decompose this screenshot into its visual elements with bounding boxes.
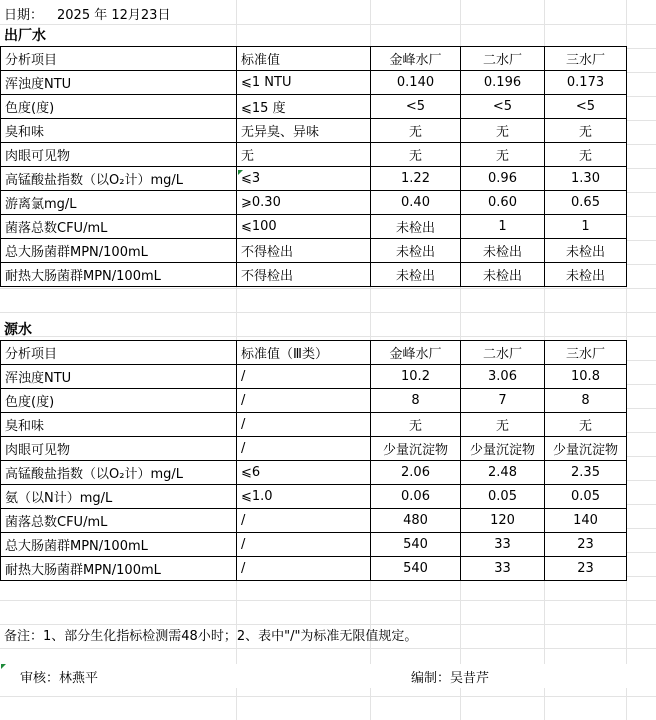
cell-plant3[interactable]: 140 [545,509,627,533]
cell-jinfeng[interactable]: 未检出 [371,263,461,287]
cell-plant3[interactable]: 无 [545,119,627,143]
cell-standard[interactable]: / [237,437,371,461]
cell-item[interactable]: 游离氯mg/L [1,191,237,215]
note-line [0,622,656,646]
cell-standard[interactable]: 不得检出 [237,263,371,287]
cell-plant2[interactable]: 0.196 [461,71,545,95]
table-row [1,119,627,143]
cell-item[interactable]: 总大肠菌群MPN/100mL [1,533,237,557]
cell-plant2[interactable]: 33 [461,557,545,581]
cell-jinfeng[interactable]: 480 [371,509,461,533]
cell-plant3[interactable]: <5 [545,95,627,119]
cell-standard[interactable]: ⩽1.0 [237,485,371,509]
gridline-row [0,288,656,289]
cell-plant2[interactable]: <5 [461,95,545,119]
table-row [1,389,627,413]
table-row [1,71,627,95]
cell-jinfeng[interactable]: 0.140 [371,71,461,95]
column-header-plant3[interactable]: 三水厂 [545,341,627,365]
table-row [1,191,627,215]
cell-plant3[interactable]: 少量沉淀物 [545,437,627,461]
cell-plant3[interactable]: 1 [545,215,627,239]
cell-standard[interactable]: / [237,557,371,581]
cell-jinfeng[interactable]: 未检出 [371,239,461,263]
cell-standard[interactable]: ⩽6 [237,461,371,485]
factory-water-table [0,46,627,287]
cell-standard[interactable]: ⩾0.30 [237,191,371,215]
cell-plant3[interactable]: 无 [545,413,627,437]
cell-plant2[interactable]: 未检出 [461,239,545,263]
cell-jinfeng[interactable]: 540 [371,557,461,581]
cell-plant3[interactable]: 0.173 [545,71,627,95]
source-water-title-row [0,318,656,340]
factory-water-title[interactable]: 出厂水 [4,28,46,44]
cell-standard[interactable]: ⩽15 度 [237,95,371,119]
cell-plant3[interactable]: 2.35 [545,461,627,485]
cell-plant3[interactable]: 23 [545,557,627,581]
column-header-plant2[interactable]: 二水厂 [461,341,545,365]
gridline-row [0,312,656,313]
cell-item[interactable]: 色度(度) [1,95,237,119]
column-header-plant3[interactable]: 三水厂 [545,47,627,71]
cell-item[interactable]: 色度(度) [1,389,237,413]
factory-water-title-row [0,24,656,46]
gridline-row [0,600,656,601]
table-row [1,95,627,119]
cell-item[interactable]: 浑浊度NTU [1,365,237,389]
column-header-standard[interactable]: 标准值（Ⅲ类） [237,341,371,365]
cell-plant2[interactable]: 未检出 [461,263,545,287]
cell-plant2[interactable]: 3.06 [461,365,545,389]
cell-standard[interactable]: ⩽1 NTU [237,71,371,95]
cell-jinfeng[interactable]: 少量沉淀物 [371,437,461,461]
cell-plant2[interactable]: 2.48 [461,461,545,485]
column-header-standard[interactable]: 标准值 [237,47,371,71]
cell-jinfeng[interactable]: 2.06 [371,461,461,485]
cell-plant2[interactable]: 少量沉淀物 [461,437,545,461]
cell-standard[interactable]: / [237,389,371,413]
cell-comment-marker [238,170,243,175]
table-row [1,365,627,389]
date-line [0,2,656,24]
signature-line [0,664,656,688]
cell-item[interactable]: 高锰酸盐指数（以O₂计）mg/L [1,461,237,485]
cell-item[interactable]: 肉眼可见物 [1,143,237,167]
table-row [1,167,627,191]
cell-jinfeng[interactable]: 0.40 [371,191,461,215]
cell-plant3[interactable]: 未检出 [545,239,627,263]
cell-plant3[interactable]: 0.65 [545,191,627,215]
cell-jinfeng[interactable]: 8 [371,389,461,413]
source-water-table [0,340,627,581]
column-header-jinfeng[interactable]: 金峰水厂 [371,341,461,365]
cell-standard[interactable]: 不得检出 [237,239,371,263]
cell-item[interactable]: 耐热大肠菌群MPN/100mL [1,263,237,287]
cell-plant2[interactable]: 0.96 [461,167,545,191]
cell-item[interactable]: 菌落总数CFU/mL [1,509,237,533]
header-row [1,341,627,365]
cell-item[interactable]: 氨（以N计）mg/L [1,485,237,509]
column-header-plant2[interactable]: 二水厂 [461,47,545,71]
cell-item[interactable]: 高锰酸盐指数（以O₂计）mg/L [1,167,237,191]
table-row [1,263,627,287]
table-row [1,215,627,239]
cell-item[interactable]: 耐热大肠菌群MPN/100mL [1,557,237,581]
cell-standard[interactable]: / [237,533,371,557]
cell-plant3[interactable]: 8 [545,389,627,413]
gridline-row [0,696,656,697]
cell-standard[interactable]: 无异臭、异味 [237,119,371,143]
cell-comment-marker [1,664,6,669]
table-row [1,461,627,485]
cell-item[interactable]: 臭和味 [1,413,237,437]
cell-item[interactable]: 浑浊度NTU [1,71,237,95]
header-row [1,47,627,71]
source-water-title[interactable]: 源水 [4,322,32,338]
cell-item[interactable]: 菌落总数CFU/mL [1,215,237,239]
cell-plant2[interactable]: 无 [461,119,545,143]
table-row [1,533,627,557]
cell-plant2[interactable]: 0.60 [461,191,545,215]
cell-plant3[interactable]: 0.05 [545,485,627,509]
cell-plant2[interactable]: 1 [461,215,545,239]
table-row [1,143,627,167]
cell-standard[interactable]: ⩽3 [237,167,371,191]
table-row [1,239,627,263]
cell-jinfeng[interactable]: 未检出 [371,215,461,239]
cell-jinfeng[interactable]: 10.2 [371,365,461,389]
table-row [1,437,627,461]
cell-item[interactable]: 臭和味 [1,119,237,143]
column-header-item[interactable]: 分析项目 [1,341,237,365]
cell-item[interactable]: 总大肠菌群MPN/100mL [1,239,237,263]
cell-jinfeng[interactable]: 无 [371,119,461,143]
reviewer-cell[interactable]: 审核：林燕平 [20,670,99,686]
cell-jinfeng[interactable]: 540 [371,533,461,557]
cell-plant3[interactable]: 10.8 [545,365,627,389]
cell-jinfeng[interactable]: 无 [371,413,461,437]
cell-jinfeng[interactable]: <5 [371,95,461,119]
table-row [1,509,627,533]
cell-plant2[interactable]: 120 [461,509,545,533]
cell-standard[interactable]: ⩽100 [237,215,371,239]
cell-jinfeng[interactable]: 无 [371,143,461,167]
table-row [1,413,627,437]
cell-plant2[interactable]: 7 [461,389,545,413]
cell-plant3[interactable]: 1.30 [545,167,627,191]
cell-item[interactable]: 肉眼可见物 [1,437,237,461]
cell-standard[interactable]: / [237,509,371,533]
gridline-row [0,648,656,649]
table-row [1,557,627,581]
editor-cell[interactable]: 编制：吴昔芹 [411,670,490,686]
cell-plant2[interactable]: 无 [461,413,545,437]
date-label: 日期： [4,7,44,23]
cell-jinfeng[interactable]: 1.22 [371,167,461,191]
cell-plant2[interactable]: 无 [461,143,545,167]
footnote[interactable]: 备注：1、部分生化指标检测需48小时；2、表中"/"为标准无限值规定。 [4,628,418,644]
cell-plant2[interactable]: 0.05 [461,485,545,509]
cell-plant2[interactable]: 33 [461,533,545,557]
cell-jinfeng[interactable]: 0.06 [371,485,461,509]
cell-standard[interactable]: / [237,413,371,437]
date-value: 2025 年 12月23日 [57,7,171,23]
table-row [1,485,627,509]
cell-plant3[interactable]: 无 [545,143,627,167]
cell-plant3[interactable]: 未检出 [545,263,627,287]
cell-standard[interactable]: 无 [237,143,371,167]
cell-standard[interactable]: / [237,365,371,389]
column-header-jinfeng[interactable]: 金峰水厂 [371,47,461,71]
column-header-item[interactable]: 分析项目 [1,47,237,71]
cell-plant3[interactable]: 23 [545,533,627,557]
